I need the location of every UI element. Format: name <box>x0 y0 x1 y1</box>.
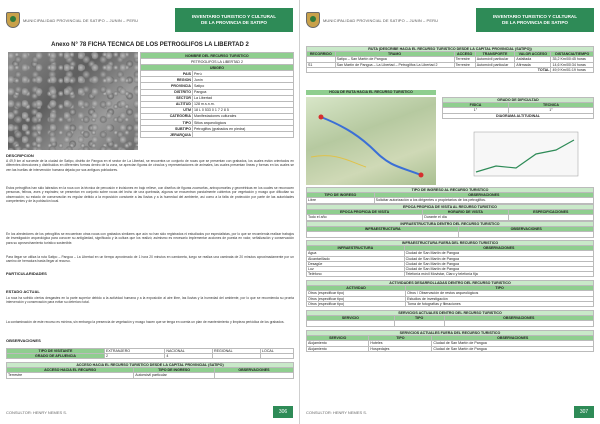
ficha-value: Satipo <box>193 83 294 89</box>
ficha-key: CATEGORIA <box>141 113 193 119</box>
page-footer <box>306 406 594 418</box>
desc-para-3: En los alrededores de los petroglifos se encuentran otras rocas con grabados similares que aún no han sido registrados ni estudiados por especialistas, por lo que se recomienda realizar trabajos de investigación arqueológica para conocer su antigüedad, significado y la cultura que los realizó; asimismo es necesario implementar acciones de puesta en valor, señalización y conservación para su aprovechamiento turístico sostenible. <box>6 232 294 245</box>
infra-inside-table <box>306 221 594 238</box>
visitor-col: LOCAL <box>261 349 294 354</box>
season-cell: Todo el año <box>307 215 423 220</box>
ficha-value: Manifestaciones culturales <box>193 113 294 119</box>
page-right <box>300 0 600 424</box>
obs-title: OBSERVACIONES <box>6 338 41 343</box>
ficha-ubigeo: UBIGEO <box>141 65 294 71</box>
services-outside-col: OBSERVACIONES <box>432 336 594 341</box>
infra-outside-cell: Ciudad de San Martín de Pangoa <box>404 261 593 266</box>
season-cell: Durante el día <box>423 215 508 220</box>
start-marker-icon <box>319 115 324 120</box>
access-cell: Terrestre <box>7 373 134 378</box>
visitor-val <box>261 354 294 359</box>
desc-para-2: Estos petroglifos han sido labrados en la roca con la técnica de percusión e incisiones en bajo relieve, con diseños de figuras zoomorfas, antropomorfas y geométricas en los cuales se reconocen personas, felinos, aves y espirales; se presentan en conjunto sobre rocas del lecho de una quebrada, algunos se encuentran parcialmente cubiertos por vegetación y musgo que dificultan su observación; su estado de conservación es regular debido a la exposición constante a las lluvias y a la humedad del ambiente, así como a la falta de protección por parte de las autoridades competentes y de la población local. <box>6 186 294 203</box>
visitor-col: EXTRANJERO <box>104 349 164 354</box>
route-cell: Satipo – San Martín de Pangoa <box>335 57 454 62</box>
route-col: DISTANCIA/TIEMPO <box>551 52 594 57</box>
ficha-value: Sitios arqueológicos <box>193 120 294 126</box>
route-col: ACCESO <box>454 52 475 57</box>
page-footer <box>6 406 293 418</box>
access-table <box>6 362 294 379</box>
route-cell: 35,2 Km/00:45 horas <box>551 57 594 62</box>
services-inside-col: SERVICIO <box>307 316 395 321</box>
access-col: ACCESO HACIA EL RECURSO <box>7 368 134 373</box>
activities-cell: Otros (especificar tipo) <box>307 301 406 306</box>
difficulty-val: 1° <box>443 108 509 113</box>
services-inside-col: OBSERVACIONES <box>444 316 593 321</box>
route-cell: Terrestre <box>454 62 475 67</box>
ficha-key: SECTOR <box>141 95 193 101</box>
road-line <box>311 156 366 167</box>
services-outside-cell: Alojamiento <box>307 341 369 346</box>
activities-cell: Estudios de investigación <box>406 296 594 301</box>
diagram-label: DIAGRAMA ALTITUDINAL <box>443 113 594 118</box>
services-inside-cell <box>307 321 395 326</box>
route-col: TRANSPORTE <box>475 52 515 57</box>
activities-head: ACTIVIDADES DESARROLLADAS DENTRO DEL RECURSO TURISTICO <box>307 281 594 286</box>
ficha-key: REGION <box>141 77 193 83</box>
infra-outside-cell: Ciudad de San Martín de Pangoa <box>404 256 593 261</box>
route-map <box>306 97 436 185</box>
entry-cell: Libre <box>307 198 375 203</box>
route-cell: Afirmada <box>515 62 551 67</box>
ficha-head: NOMBRE DEL RECURSO TURISTICO <box>141 53 294 59</box>
header-banner-line1: INVENTARIO TURISTICO Y CULTURAL <box>191 14 277 19</box>
infra-inside-cell <box>307 232 459 237</box>
page-number: 307 <box>574 406 594 418</box>
diagram-frame <box>474 132 578 176</box>
route-col: TRAMO <box>335 52 454 57</box>
services-outside-cell: Hoteles <box>369 341 432 346</box>
infra-outside-cell: Telefonía móvil Movistar, Claro y telefonía fija <box>404 272 593 277</box>
route-cell: S1 <box>307 62 336 67</box>
visitor-table <box>6 348 294 359</box>
infra-outside-cell: Luz <box>307 266 405 271</box>
ficha-key: UTM <box>141 107 193 113</box>
services-outside-cell: Ciudad de San Martín de Pangoa <box>432 341 594 346</box>
estado-title: ESTADO ACTUAL <box>6 289 40 294</box>
route-map-svg <box>306 97 436 185</box>
visitor-row-label: GRADO DE AFLUENCIA <box>7 354 105 359</box>
route-col: VALOR ACCESO <box>515 52 551 57</box>
route-total-label: TOTAL <box>307 67 551 72</box>
ficha-value: Perú <box>193 71 294 77</box>
difficulty-col: TECNICA <box>509 103 594 108</box>
page-header <box>6 6 293 34</box>
ficha-key: DISTRITO <box>141 89 193 95</box>
header-banner <box>476 8 594 32</box>
ficha-value: 128 m.s.n.m. <box>193 101 294 107</box>
ficha-key: JERARQUIA <box>141 132 193 138</box>
route-cell: Automóvil particular <box>475 62 515 67</box>
infra-outside-cell: Ciudad de San Martín de Pangoa <box>404 266 593 271</box>
season-head: EPOCA PROPICIA DE VISITA AL RECURSO TURISTICO <box>307 205 594 210</box>
altitude-diagram <box>466 128 584 186</box>
route-total: 49,9 Km/01:19 horas <box>551 67 594 72</box>
page-number: 306 <box>273 406 293 418</box>
activities-cell: Otros (especificar tipo) <box>307 291 406 296</box>
route-cell: Terrestre <box>454 57 475 62</box>
header-banner-line1: INVENTARIO TURISTICO Y CULTURAL <box>492 14 578 19</box>
ficha-table <box>140 52 294 138</box>
route-line <box>321 117 421 175</box>
route-col: RECORRIDO <box>307 52 336 57</box>
ficha-key: TIPO <box>141 120 193 126</box>
season-col: HORARIO DE VISITA <box>423 210 508 215</box>
access-para: Para llegar se utiliza la ruta Satipo – Pangoa – La Libertad en un tiempo aproximado de 1 hora 20 minutos en camioneta, luego se realiza una caminata de 20 minutos aproximadamente por un camino de herradura hasta llegar al recurso. <box>6 255 294 264</box>
infra-outside-cell: Ciudad de San Martín de Pangoa <box>404 251 593 256</box>
infra-outside-col: OBSERVACIONES <box>404 246 593 251</box>
municipal-logo-icon <box>306 12 320 28</box>
services-inside-head: SERVICIOS ACTUALES DENTRO DEL RECURSO TURISTICO <box>307 311 594 316</box>
access-head: ACCESO HACIA EL RECURSO TURISTICO DESDE LA CAPITAL PROVINCIAL (SATIPO) <box>7 363 294 368</box>
visitor-head: TIPO DE VISITANTE <box>7 349 105 354</box>
ficha-key: PAIS <box>141 71 193 77</box>
route-cell: Automóvil particular <box>475 57 515 62</box>
season-col: EPOCA PROPICIA DE VISITA <box>307 210 423 215</box>
page-title: Anexo N° 78 FICHA TECNICA DE LOS PETROGLIFOS LA LIBERTAD 2 <box>51 42 249 48</box>
page-header <box>306 6 594 34</box>
altitude-svg <box>466 128 584 186</box>
entry-col: TIPO DE INGRESO <box>307 193 375 198</box>
access-cell <box>214 373 293 378</box>
partic-title: PARTICULARIDADES <box>6 271 47 276</box>
services-outside-table <box>306 330 594 352</box>
season-table <box>306 204 594 221</box>
difficulty-col: FISICA <box>443 103 509 108</box>
end-marker-icon <box>419 173 424 178</box>
access-col: OBSERVACIONES <box>214 368 293 373</box>
visitor-val: 2 <box>104 354 164 359</box>
route-cell: Asfaltada <box>515 57 551 62</box>
ficha-value: 18 L 0 533 0 1 7 2 8 5 <box>193 107 294 113</box>
route-table <box>306 46 594 73</box>
infra-outside-table <box>306 240 594 277</box>
header-banner <box>175 8 293 32</box>
entry-col: OBSERVACIONES <box>374 193 593 198</box>
entry-table <box>306 187 594 204</box>
route-cell: San Martín de Pangoa – La Libertad – Petroglifos La Libertad 2 <box>335 62 454 67</box>
season-col: ESPECIFICACIONES <box>508 210 594 215</box>
header-banner-line2: DE LA PROVINCIA DE SATIPO <box>502 20 568 25</box>
infra-outside-cell: Alcantarillado <box>307 256 405 261</box>
municipal-logo-icon <box>6 12 20 28</box>
services-inside-col: TIPO <box>394 316 444 321</box>
services-outside-col: SERVICIO <box>307 336 369 341</box>
services-outside-cell: Alojamiento <box>307 346 369 351</box>
difficulty-head: GRADO DE DIFICULTAD <box>443 98 594 103</box>
ficha-value: La Libertad <box>193 95 294 101</box>
consultant-name: CONSULTOR: HENRY NEMES S. <box>6 409 68 415</box>
services-inside-cell <box>394 321 444 326</box>
petroglyph-photo <box>8 52 138 150</box>
infra-inside-col: INFRAESTRUCTURA <box>307 227 459 232</box>
ficha-value: Junín <box>193 77 294 83</box>
entry-head: TIPO DE INGRESO AL RECURSO TURISTICO <box>307 188 594 193</box>
municipality-name: MUNICIPALIDAD PROVINCIAL DE SATIPO – JUNIN – PERU <box>323 17 439 23</box>
activities-col: TIPO <box>406 286 594 291</box>
activities-cell: Toma de fotografías y filmaciones <box>406 301 594 306</box>
season-cell <box>508 215 594 220</box>
difficulty-val: 1° <box>509 108 594 113</box>
desc-title: DESCRIPCION <box>6 153 34 158</box>
desc-para-1: A 49,9 km al suroeste de la ciudad de Satipo, distrito de Pangoa en el sector de La Libertad, se encuentra un conjunto de rocas que se presentan con grabados, los cuales están orientados en diferentes direcciones y distribuidos en diferentes formas dentro de la zona, se aprecian figuras de círculos y representaciones de animales, las cuales presentan líneas y formas en los cuales se ven las huellas de intervención humana dejada por sus antiguos pobladores. <box>6 159 294 172</box>
ficha-value <box>193 132 294 138</box>
access-cell: Automóvil particular <box>134 373 215 378</box>
estado-para-2: La contaminación de este recurso es mínima, sin embargo la presencia de vegetación y musgo hacen que se tenga en cuenta un plan de mantenimiento y limpieza periódica de los grabados. <box>6 320 285 324</box>
services-outside-col: TIPO <box>369 336 432 341</box>
infra-inside-head: INFRAESTRUCTURA DENTRO DEL RECURSO TURISTICO <box>307 222 594 227</box>
route-head: RUTA (DESCRIBE HACIA EL RECURSO TURISTICO DESDE LA CAPITAL PROVINCIAL (SATIPO)) <box>307 47 594 52</box>
header-banner-line2: DE LA PROVINCIA DE SATIPO <box>201 20 267 25</box>
ficha-key: PROVINCIA <box>141 83 193 89</box>
route-cell: 14,6 Km/00:34 horas <box>551 62 594 67</box>
infra-outside-cell: Agua <box>307 251 405 256</box>
ficha-value: Pangoa <box>193 89 294 95</box>
ficha-key: SUBTIPO <box>141 126 193 132</box>
infra-outside-cell: Teléfono <box>307 272 405 277</box>
services-outside-cell: Hospedajes <box>369 346 432 351</box>
estado-para: La roca ha sufrido ciertos desgastes en la parte superior debido a la actividad humana y a la exposición al aire libre, las lluvias y la humedad del ambiente, por lo que se recomienda su pronta intervención y conservación para evitar su deterioro total. <box>6 296 294 305</box>
consultant-name: CONSULTOR: HENRY NEMES S. <box>306 409 368 415</box>
activities-cell: Otros / Observación de restos arqueológicos <box>406 291 594 296</box>
ficha-name: PETROGLIFOS LA LIBERTAD 2 <box>141 59 294 65</box>
municipality-name: MUNICIPALIDAD PROVINCIAL DE SATIPO – JUNIN – PERU <box>23 17 139 23</box>
map-title: HOJA DE RUTA HACIA EL RECURSO TURISTICO <box>306 90 436 95</box>
access-col: TIPO DE INGRESO <box>134 368 215 373</box>
infra-outside-col: INFRAESTRUCTURA <box>307 246 405 251</box>
activities-cell: Otros (especificar tipo) <box>307 296 406 301</box>
infra-outside-cell: Desagüe <box>307 261 405 266</box>
visitor-val: 4 <box>165 354 213 359</box>
difficulty-table <box>442 97 594 119</box>
services-inside-cell <box>444 321 593 326</box>
ficha-key: ALTITUD <box>141 101 193 107</box>
visitor-val <box>213 354 261 359</box>
ficha-value: Petroglifos (grabados en piedra) <box>193 126 294 132</box>
activities-col: ACTIVIDAD <box>307 286 406 291</box>
infra-outside-head: INFRAESTRUCTURA FUERA DEL RECURSO TURISTICO <box>307 241 594 246</box>
visitor-col: REGIONAL <box>213 349 261 354</box>
infra-inside-col: OBSERVACIONES <box>459 227 594 232</box>
entry-cell: Solicitar autorización a los dirigentes o propietarios de los petroglifos. <box>374 198 593 203</box>
services-outside-head: SERVICIOS ACTUALES FUERA DEL RECURSO TURISTICO <box>307 331 594 336</box>
services-inside-table <box>306 310 594 327</box>
activities-table <box>306 280 594 307</box>
infra-inside-cell <box>459 232 594 237</box>
visitor-col: NACIONAL <box>165 349 213 354</box>
services-outside-cell: Ciudad de San Martín de Pangoa <box>432 346 594 351</box>
